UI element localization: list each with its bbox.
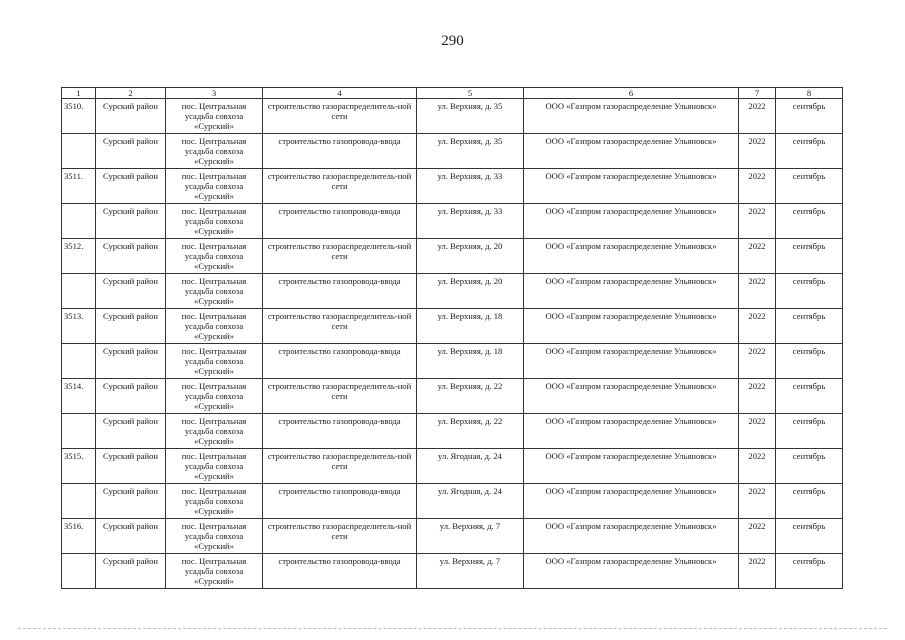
column-header: 8 (776, 88, 843, 99)
organization-cell: ООО «Газпром газораспределение Ульяновск» (524, 414, 739, 449)
address-cell: ул. Верхняя, д. 35 (417, 99, 524, 134)
district-cell: Сурский район (96, 344, 166, 379)
year-cell: 2022 (739, 239, 776, 274)
year-cell: 2022 (739, 414, 776, 449)
row-number-cell: 3516. (62, 519, 96, 554)
row-number-cell (62, 344, 96, 379)
settlement-cell: пос. Центральная усадьба совхоза «Сурский» (166, 414, 263, 449)
work-type-cell: строительство газопровода-ввода (263, 344, 417, 379)
address-cell: ул. Ягодная, д. 24 (417, 484, 524, 519)
month-cell: сентябрь (776, 484, 843, 519)
year-cell: 2022 (739, 554, 776, 589)
year-cell: 2022 (739, 379, 776, 414)
month-cell: сентябрь (776, 239, 843, 274)
year-cell: 2022 (739, 134, 776, 169)
organization-cell: ООО «Газпром газораспределение Ульяновск» (524, 204, 739, 239)
column-header: 4 (263, 88, 417, 99)
month-cell: сентябрь (776, 554, 843, 589)
address-cell: ул. Верхняя, д. 22 (417, 414, 524, 449)
work-type-cell: строительство газораспределитель-ной сети (263, 99, 417, 134)
column-header: 7 (739, 88, 776, 99)
district-cell: Сурский район (96, 554, 166, 589)
row-number-cell: 3515. (62, 449, 96, 484)
work-type-cell: строительство газопровода-ввода (263, 554, 417, 589)
table-row (62, 519, 843, 554)
organization-cell: ООО «Газпром газораспределение Ульяновск» (524, 99, 739, 134)
district-cell: Сурский район (96, 274, 166, 309)
settlement-cell: пос. Центральная усадьба совхоза «Сурский» (166, 309, 263, 344)
address-cell: ул. Ягодная, д. 24 (417, 449, 524, 484)
work-type-cell: строительство газопровода-ввода (263, 134, 417, 169)
work-type-cell: строительство газораспределитель-ной сети (263, 309, 417, 344)
organization-cell: ООО «Газпром газораспределение Ульяновск» (524, 379, 739, 414)
year-cell: 2022 (739, 344, 776, 379)
address-cell: ул. Верхняя, д. 33 (417, 204, 524, 239)
row-number-cell: 3510. (62, 99, 96, 134)
work-type-cell: строительство газопровода-ввода (263, 204, 417, 239)
work-type-cell: строительство газораспределитель-ной сети (263, 379, 417, 414)
month-cell: сентябрь (776, 309, 843, 344)
year-cell: 2022 (739, 449, 776, 484)
organization-cell: ООО «Газпром газораспределение Ульяновск» (524, 134, 739, 169)
organization-cell: ООО «Газпром газораспределение Ульяновск» (524, 449, 739, 484)
month-cell: сентябрь (776, 414, 843, 449)
row-number-cell (62, 414, 96, 449)
settlement-cell: пос. Центральная усадьба совхоза «Сурский» (166, 274, 263, 309)
row-number-cell (62, 134, 96, 169)
month-cell: сентябрь (776, 449, 843, 484)
address-cell: ул. Верхняя, д. 22 (417, 379, 524, 414)
month-cell: сентябрь (776, 519, 843, 554)
month-cell: сентябрь (776, 99, 843, 134)
settlement-cell: пос. Центральная усадьба совхоза «Сурский» (166, 554, 263, 589)
table-body (62, 99, 843, 589)
table-row (62, 379, 843, 414)
row-number-cell: 3513. (62, 309, 96, 344)
settlement-cell: пос. Центральная усадьба совхоза «Сурский» (166, 449, 263, 484)
district-cell: Сурский район (96, 449, 166, 484)
organization-cell: ООО «Газпром газораспределение Ульяновск» (524, 519, 739, 554)
settlement-cell: пос. Центральная усадьба совхоза «Сурский» (166, 239, 263, 274)
year-cell: 2022 (739, 99, 776, 134)
organization-cell: ООО «Газпром газораспределение Ульяновск» (524, 309, 739, 344)
month-cell: сентябрь (776, 344, 843, 379)
month-cell: сентябрь (776, 134, 843, 169)
district-cell: Сурский район (96, 484, 166, 519)
organization-cell: ООО «Газпром газораспределение Ульяновск» (524, 344, 739, 379)
column-header: 1 (62, 88, 96, 99)
settlement-cell: пос. Центральная усадьба совхоза «Сурский» (166, 484, 263, 519)
work-type-cell: строительство газораспределитель-ной сети (263, 239, 417, 274)
table-row (62, 344, 843, 379)
row-number-cell (62, 204, 96, 239)
year-cell: 2022 (739, 484, 776, 519)
column-header: 6 (524, 88, 739, 99)
month-cell: сентябрь (776, 204, 843, 239)
row-number-cell (62, 484, 96, 519)
settlement-cell: пос. Центральная усадьба совхоза «Сурский» (166, 204, 263, 239)
table-row (62, 449, 843, 484)
table-header (62, 88, 843, 99)
work-type-cell: строительство газораспределитель-ной сети (263, 449, 417, 484)
table-row (62, 414, 843, 449)
address-cell: ул. Верхняя, д. 20 (417, 274, 524, 309)
work-type-cell: строительство газопровода-ввода (263, 414, 417, 449)
work-type-cell: строительство газораспределитель-ной сети (263, 519, 417, 554)
row-number-cell: 3514. (62, 379, 96, 414)
organization-cell: ООО «Газпром газораспределение Ульяновск» (524, 274, 739, 309)
column-header: 5 (417, 88, 524, 99)
district-cell: Сурский район (96, 414, 166, 449)
row-number-cell: 3511. (62, 169, 96, 204)
settlement-cell: пос. Центральная усадьба совхоза «Сурский» (166, 344, 263, 379)
organization-cell: ООО «Газпром газораспределение Ульяновск» (524, 484, 739, 519)
table-row (62, 554, 843, 589)
district-cell: Сурский район (96, 134, 166, 169)
year-cell: 2022 (739, 169, 776, 204)
column-header: 3 (166, 88, 263, 99)
address-cell: ул. Верхняя, д. 35 (417, 134, 524, 169)
year-cell: 2022 (739, 309, 776, 344)
organization-cell: ООО «Газпром газораспределение Ульяновск» (524, 239, 739, 274)
page-bottom-edge (18, 628, 887, 629)
work-type-cell: строительство газопровода-ввода (263, 484, 417, 519)
district-cell: Сурский район (96, 309, 166, 344)
district-cell: Сурский район (96, 519, 166, 554)
column-header: 2 (96, 88, 166, 99)
year-cell: 2022 (739, 204, 776, 239)
address-cell: ул. Верхняя, д. 18 (417, 309, 524, 344)
table-row (62, 204, 843, 239)
row-number-cell (62, 274, 96, 309)
work-type-cell: строительство газораспределитель-ной сети (263, 169, 417, 204)
works-table (61, 87, 843, 589)
table-row (62, 309, 843, 344)
settlement-cell: пос. Центральная усадьба совхоза «Сурский» (166, 134, 263, 169)
work-type-cell: строительство газопровода-ввода (263, 274, 417, 309)
month-cell: сентябрь (776, 274, 843, 309)
table-row (62, 239, 843, 274)
settlement-cell: пос. Центральная усадьба совхоза «Сурский» (166, 379, 263, 414)
district-cell: Сурский район (96, 204, 166, 239)
table-row (62, 169, 843, 204)
settlement-cell: пос. Центральная усадьба совхоза «Сурский» (166, 99, 263, 134)
organization-cell: ООО «Газпром газораспределение Ульяновск» (524, 169, 739, 204)
address-cell: ул. Верхняя, д. 7 (417, 554, 524, 589)
organization-cell: ООО «Газпром газораспределение Ульяновск» (524, 554, 739, 589)
year-cell: 2022 (739, 519, 776, 554)
year-cell: 2022 (739, 274, 776, 309)
settlement-cell: пос. Центральная усадьба совхоза «Сурский» (166, 519, 263, 554)
month-cell: сентябрь (776, 169, 843, 204)
district-cell: Сурский район (96, 169, 166, 204)
row-number-cell: 3512. (62, 239, 96, 274)
table-row (62, 274, 843, 309)
row-number-cell (62, 554, 96, 589)
address-cell: ул. Верхняя, д. 20 (417, 239, 524, 274)
settlement-cell: пос. Центральная усадьба совхоза «Сурский» (166, 169, 263, 204)
district-cell: Сурский район (96, 379, 166, 414)
month-cell: сентябрь (776, 379, 843, 414)
address-cell: ул. Верхняя, д. 33 (417, 169, 524, 204)
table-row (62, 484, 843, 519)
district-cell: Сурский район (96, 99, 166, 134)
page-number: 290 (441, 33, 464, 49)
table-row (62, 99, 843, 134)
table-row (62, 134, 843, 169)
address-cell: ул. Верхняя, д. 18 (417, 344, 524, 379)
address-cell: ул. Верхняя, д. 7 (417, 519, 524, 554)
district-cell: Сурский район (96, 239, 166, 274)
